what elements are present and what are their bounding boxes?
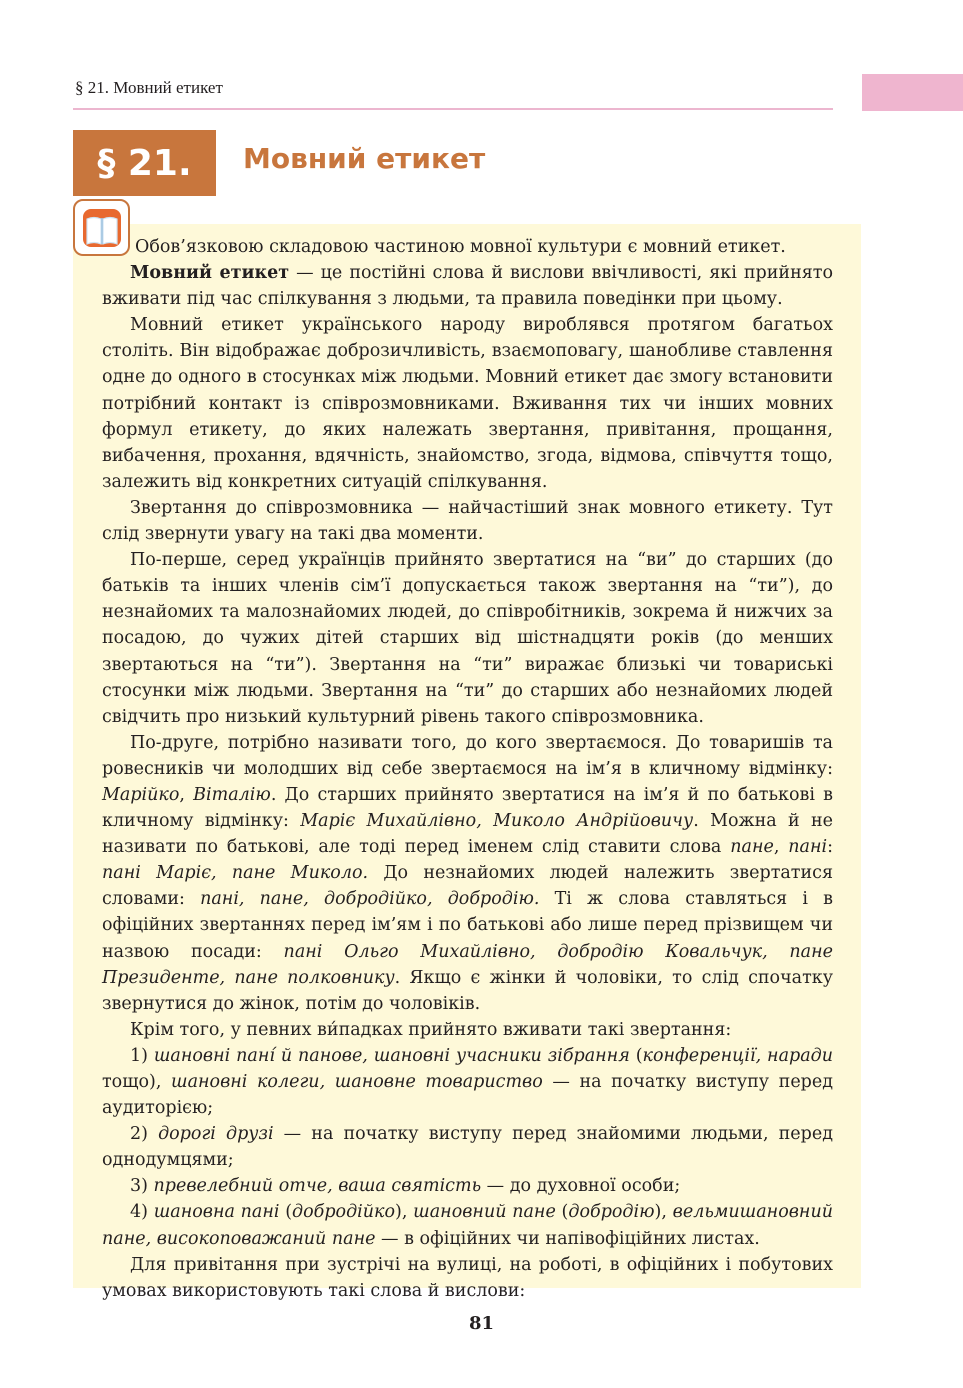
header-divider xyxy=(73,108,833,110)
paragraph-second-point: По-друге, потрібно називати того, до кого звертаємося. До товаришів та ровесників чи молодших від себе звертаємося на ім’я в кличному відмінку: Марійко, Віталію. До старших прийнято звертатися на ім’я й по батькові в кличному відмінку: Маріє Михайлівно, Миколо Андрійовичу. Можна й не називати по батькові, але тоді перед іменем слід ставити слова пане, пані: пані Маріє, пане Миколо. До незнайомих людей належить звертатися словами: пані, пане, добродійко, добродію. Ті ж слова ставляться і в офіційних звертаннях перед ім’ям і по батькові або лише перед прізвищем чи назвою посади: пані Ольго Михайлівно, добродію Ковальчук, пане Президенте, пане полковнику. Якщо є жінки й чоловіки, то слід спочатку звернутися до жінок, потім до чоловіків. xyxy=(102,732,833,1014)
section-number-badge: § 21. xyxy=(73,130,216,196)
page-number: 81 xyxy=(468,1313,495,1334)
paragraph-address: Звертання до співрозмовника — найчастіший знак мовного етикету. Тут слід звернути увагу на такі два моменти. xyxy=(102,497,833,545)
list-item: 4) шановна пані (добродійко), шановний пане (добродію), вельмишановний пане, високоповажаний пане — в офіційних чи напівофіційних листах. xyxy=(102,1202,833,1249)
page-edge-tab xyxy=(862,74,963,111)
paragraph-first-point: По-перше, серед українців прийнято звертатися на “ви” до старших (до батьків та інших членів сім’ї допускається також звертання на “ти”), до незнайомих та малознайомих людей, до співробітників, зокрема й нижчих за посадою, до чужих дітей старших від шістнадцяти років (до менших звертаються на “ти”). Звертання на “ти” виражає близькі чи товариські стосунки між людьми. Звертання на “ти” до старших або незнайомих людей свідчить про низький культурний рівень такого співрозмовника. xyxy=(102,550,833,727)
paragraph-intro: Обов’язковою складовою частиною мовної культури є мовний етикет. xyxy=(135,237,786,257)
paragraph-definition: Мовний етикет — це постійні слова й вислови ввічливості, які прийнято вживати під час спілкування з людьми, та правила поведінки при цьому. xyxy=(102,263,833,310)
list-item: 3) превелебний отче, ваша святість — до духовної особи; xyxy=(130,1176,681,1197)
running-header: § 21. Мовний етикет xyxy=(75,78,223,97)
list-item: 1) шановні пані́ й панове, шановні учасники зібрання (конференції, наради тощо), шановні колеги, шановне товариство — на початку виступу перед аудиторією; xyxy=(102,1045,834,1119)
paragraph-cases-intro: Крім того, у певних ви́падках прийнято вживати такі звертання: xyxy=(130,1019,732,1040)
paragraph-greetings: Для привітання при зустрічі на вулиці, на роботі, в офіційних і побутових умовах використовують такі слова й вислови: xyxy=(102,1254,833,1301)
term-speech-etiquette: Мовний етикет xyxy=(130,263,290,284)
paragraph-history: Мовний етикет українського народу вироблявся протягом багатьох століть. Він відображає доброзичливість, взаємоповагу, шанобливе ставлення одне до одного в стосунках між людьми. Мовний етикет дає змогу встановити потрібний контакт із співрозмовниками. Вживання тих чи інших мовних формул етикету, до яких належать звертання, привітання, прощання, вибачення, прохання, вдячність, знайомство, згода, відмова, співчуття тощо, залежить від конкретних ситуацій спілкування. xyxy=(102,315,833,492)
body-text xyxy=(102,234,833,1304)
list-item: 2) дорогі друзі — на початку виступу перед знайомими людьми, перед однодумцями; xyxy=(102,1124,833,1171)
section-title: Мовний етикет xyxy=(243,142,486,175)
